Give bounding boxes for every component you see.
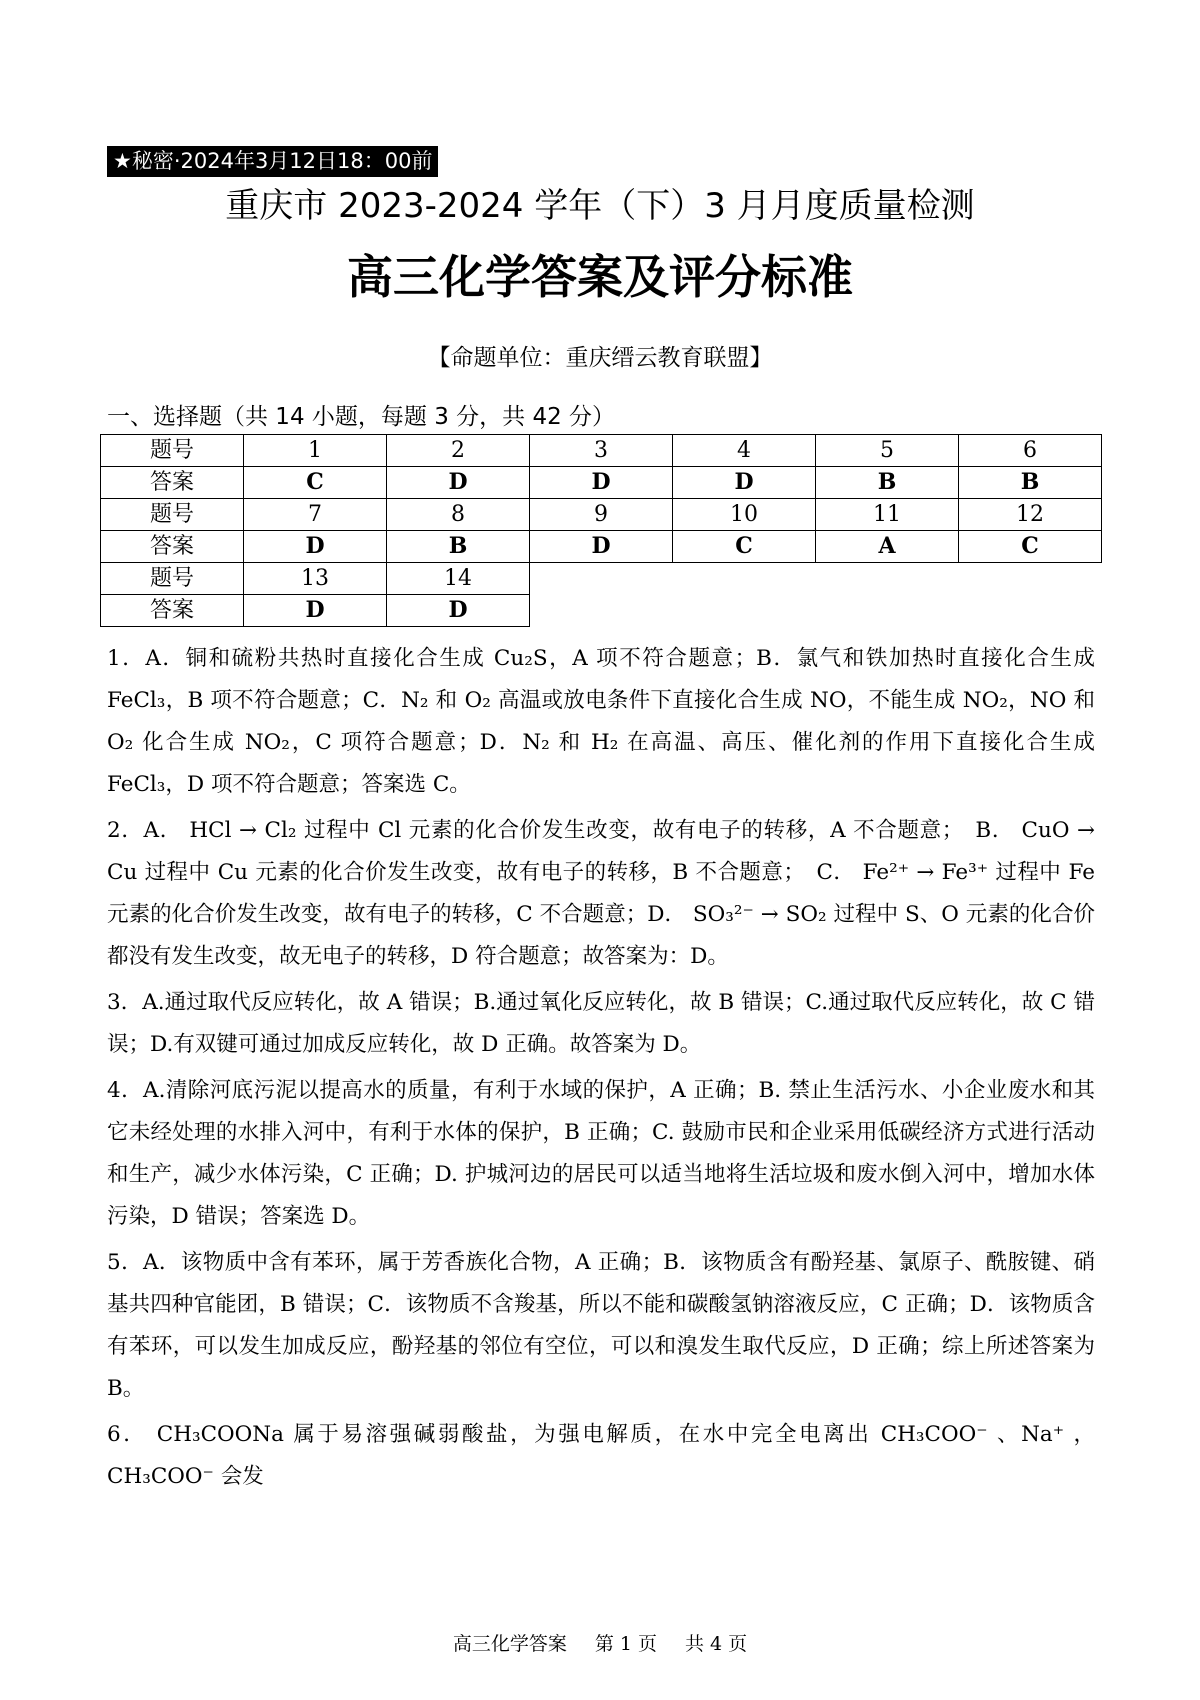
question-number: 6	[959, 435, 1102, 467]
explanation-paragraph: 6． CH₃COONa 属于易溶强碱弱酸盐，为强电解质，在水中完全电离出 CH₃COO⁻ 、Na⁺ ，CH₃COO⁻ 会发	[107, 1422, 1095, 1489]
explanation-paragraph: 4．A.清除河底污泥以提高水的质量，有利于水域的保护，A 正确；B. 禁止生活污水、小企业废水和其它未经处理的水排入河中，有利于水体的保护，B 正确；C. 鼓励市民和企业采用低碳经济方式进行活动和生产，减少水体污染，C 正确；D. 护城河边的居民可以适当地将生活垃圾和废水倒入河中，增加水体污染，D 错误；答案选 D。	[107, 1078, 1095, 1229]
answer-cell: D	[673, 467, 816, 499]
answer-cell: D	[387, 595, 530, 627]
secret-label: ★秘密·2024年3月12日18：00前	[107, 146, 438, 177]
row-label-answer: 答案	[101, 467, 244, 499]
answer-cell: D	[530, 531, 673, 563]
question-number: 5	[816, 435, 959, 467]
answer-cell: C	[673, 531, 816, 563]
explanations	[107, 638, 1095, 1502]
answer-cell: D	[387, 467, 530, 499]
answer-cell: D	[530, 467, 673, 499]
table-row	[101, 467, 1102, 499]
row-label-answer: 答案	[101, 531, 244, 563]
table-row	[101, 595, 1102, 627]
explanation-paragraph: 2．A． HCl → Cl₂ 过程中 Cl 元素的化合价发生改变，故有电子的转移，A 不合题意； B． CuO → Cu 过程中 Cu 元素的化合价发生改变，故有电子的转移，B 不合题意； C． Fe²⁺ → Fe³⁺ 过程中 Fe 元素的化合价发生改变，故有电子的转移，C 不合题意；D． SO₃²⁻ → SO₂ 过程中 S、O 元素的化合价都没有发生改变，故无电子的转移，D 符合题意；故答案为：D。	[107, 818, 1095, 969]
explanation-paragraph: 3．A.通过取代反应转化，故 A 错误；B.通过氧化反应转化，故 B 错误；C.通过取代反应转化，故 C 错误；D.有双键可通过加成反应转化，故 D 正确。故答案为 D。	[107, 990, 1095, 1057]
explanation-paragraph: 1．A．铜和硫粉共热时直接化合生成 Cu₂S，A 项不符合题意；B．氯气和铁加热时直接化合生成 FeCl₃，B 项不符合题意；C．N₂ 和 O₂ 高温或放电条件下直接化合生成 NO，不能生成 NO₂，NO 和 O₂ 化合生成 NO₂，C 项符合题意；D．N₂ 和 H₂ 在高温、高压、催化剂的作用下直接化合生成 FeCl₃，D 项不符合题意；答案选 C。	[107, 646, 1095, 797]
section-heading: 一、选择题（共 14 小题，每题 3 分，共 42 分）	[107, 404, 616, 430]
table-row	[101, 435, 1102, 467]
row-label-question: 题号	[101, 499, 244, 531]
question-number: 7	[244, 499, 387, 531]
footer-subject: 高三化学答案	[452, 1633, 567, 1655]
table-row	[101, 563, 1102, 595]
question-number: 9	[530, 499, 673, 531]
question-number: 1	[244, 435, 387, 467]
answer-cell: D	[244, 531, 387, 563]
document-title: 高三化学答案及评分标准	[347, 250, 853, 304]
question-number: 11	[816, 499, 959, 531]
question-number: 13	[244, 563, 387, 595]
answer-cell: B	[387, 531, 530, 563]
question-number: 2	[387, 435, 530, 467]
question-number: 8	[387, 499, 530, 531]
row-label-question: 题号	[101, 563, 244, 595]
question-number: 3	[530, 435, 673, 467]
answer-cell: B	[959, 467, 1102, 499]
page-footer	[0, 1632, 1200, 1656]
question-number: 4	[673, 435, 816, 467]
answer-table	[100, 434, 1102, 627]
row-label-answer: 答案	[101, 595, 244, 627]
answer-cell: C	[244, 467, 387, 499]
table-row	[101, 531, 1102, 563]
answer-cell: A	[816, 531, 959, 563]
answer-cell: C	[959, 531, 1102, 563]
answer-cell: B	[816, 467, 959, 499]
footer-total-pages: 共 4 页	[685, 1633, 748, 1655]
question-number: 14	[387, 563, 530, 595]
row-label-question: 题号	[101, 435, 244, 467]
exam-title: 重庆市 2023-2024 学年（下）3 月月度质量检测	[225, 186, 975, 226]
issuing-unit: 【命题单位：重庆缙云教育联盟】	[427, 345, 773, 371]
table-row	[101, 499, 1102, 531]
footer-page-number: 第 1 页	[594, 1633, 657, 1655]
question-number: 12	[959, 499, 1102, 531]
answer-cell: D	[244, 595, 387, 627]
explanation-paragraph: 5．A．该物质中含有苯环，属于芳香族化合物，A 正确；B．该物质含有酚羟基、氯原子、酰胺键、硝基共四种官能团，B 错误；C．该物质不含羧基，所以不能和碳酸氢钠溶液反应，C 正确；D．该物质含有苯环，可以发生加成反应，酚羟基的邻位有空位，可以和溴发生取代反应，D 正确；综上所述答案为 B。	[107, 1250, 1095, 1401]
question-number: 10	[673, 499, 816, 531]
